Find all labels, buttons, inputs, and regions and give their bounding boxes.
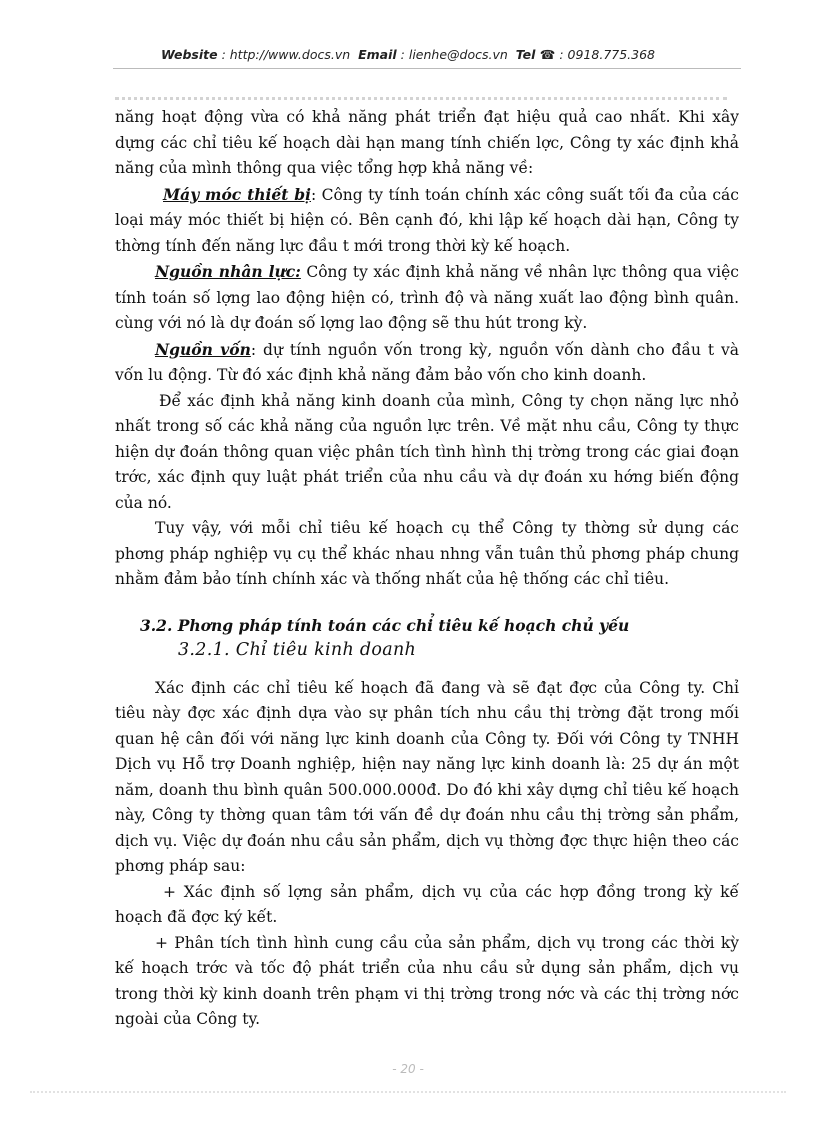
capital-text: : dự tính nguồn vốn trong kỳ, nguồn vốn dành cho đầu t và vốn lu động. Từ đó xác định khả năng đảm bảo vốn cho kinh doanh. [115,340,739,384]
paragraph-human-resources [115,259,739,337]
tel-label: Tel ☎ [515,47,556,62]
website-url[interactable]: : http://www.docs.vn [221,47,351,62]
term-capital: Nguồn vốn [155,339,251,359]
page-header [0,47,816,62]
spacer [115,593,739,613]
email-label: Email [358,47,397,62]
tel-number: : 0918.775.368 [559,47,656,62]
dotted-separator-bottom [30,1091,786,1093]
term-equipment: Máy móc thiết bị [163,184,311,204]
list-item-supply-demand: + Phân tích tình hình cung cầu của sản phẩm, dịch vụ trong các thời kỳ kế hoạch trớc và tốc độ phát triển của nhu cầu sử dụng sản phẩm, dịch vụ trong thời kỳ kinh doanh trên phạm vi thị trờng trong nớc và các thị trờng nớc ngoài của Công ty. [115,933,739,1028]
paragraph-business-targets: Xác định các chỉ tiêu kế hoạch đã đang và sẽ đạt đợc của Công ty. Chỉ tiêu này đợc xác định dựa vào sự phân tích nhu cầu thị trờng đặt trong mối quan hệ cân đối với năng lực kinh doanh của Công ty. Đối với Công ty TNHH Dịch vụ Hỗ trợ Doanh nghiệp, hiện nay năng lực kinh doanh là: 25 dự án một năm, doanh thu bình quân 500.000.000đ. Do đó khi xây dựng chỉ tiêu kế hoạch này, Công ty thờng quan tâm tới vấn đề dự đoán nhu cầu thị trờng sản phẩm, dịch vụ. Việc dự đoán nhu cầu sản phẩm, dịch vụ thờng đợc thực hiện theo các phơng pháp sau: [115,678,739,875]
human-resources-text: Công ty xác định khả năng về nhân lực thông qua việc tính toán số lợng lao động hiện có, trình độ và năng xuất lao động bình quân. cùng với nó là dự đoán số lợng lao động sẽ thu hút trong kỳ. [115,263,739,332]
page-number: - 20 - [392,1062,424,1076]
list-item-contracts: + Xác định số lợng sản phẩm, dịch vụ của các hợp đồng trong kỳ kế hoạch đã đợc ký kết. [115,882,739,926]
subsection-title: 3.2.1. Chỉ tiêu kinh doanh [178,640,417,660]
document-body [115,105,739,1033]
email-address[interactable]: : lienhe@docs.vn [400,47,508,62]
equipment-text: : Công ty tính toán chính xác công suất tối đa của các loại máy móc thiết bị hiện có. Bên cạnh đó, khi lập kế hoạch dài hạn, Công ty thờng tính đến năng lực đầu t mới trong thời kỳ kế hoạch. [115,185,739,255]
header-rule [113,68,741,69]
paragraph-capacity: Để xác định khả năng kinh doanh của mình, Công ty chọn năng lực nhỏ nhất trong số các khả năng của nguồn lực trên. Về mặt nhu cầu, Công ty thực hiện dự đoán thông quan việc phân tích tình hình thị trờng trong các giai đoạn trớc, xác định quy luật phát triển của nhu cầu và dự đoán xu hớng biến động của nó. [115,391,739,512]
section-title: 3.2. Phơng pháp tính toán các chỉ tiêu kế hoạch chủ yếu [140,615,630,635]
dotted-separator-top [115,97,727,100]
paragraph-methods: Tuy vậy, với mỗi chỉ tiêu kế hoạch cụ thể Công ty thờng sử dụng các phơng pháp nghiệp vụ cụ thể khác nhau nhng vẫn tuân thủ phơng pháp chung nhằm đảm bảo tính chính xác và thống nhất của hệ thống các chỉ tiêu. [115,519,739,588]
paragraph-capital [115,337,739,389]
paragraph-equipment [115,182,739,260]
paragraph-intro: năng hoạt động vừa có khả năng phát triển đạt hiệu quả cao nhất. Khi xây dựng các chỉ tiêu kế hoạch dài hạn mang tính chiến lợc, Công ty xác định khả năng của mình thông qua việc tổng hợp khả năng về: [115,108,739,177]
term-human-resources: Nguồn nhân lực: [155,262,301,281]
website-label: Website [160,47,218,62]
